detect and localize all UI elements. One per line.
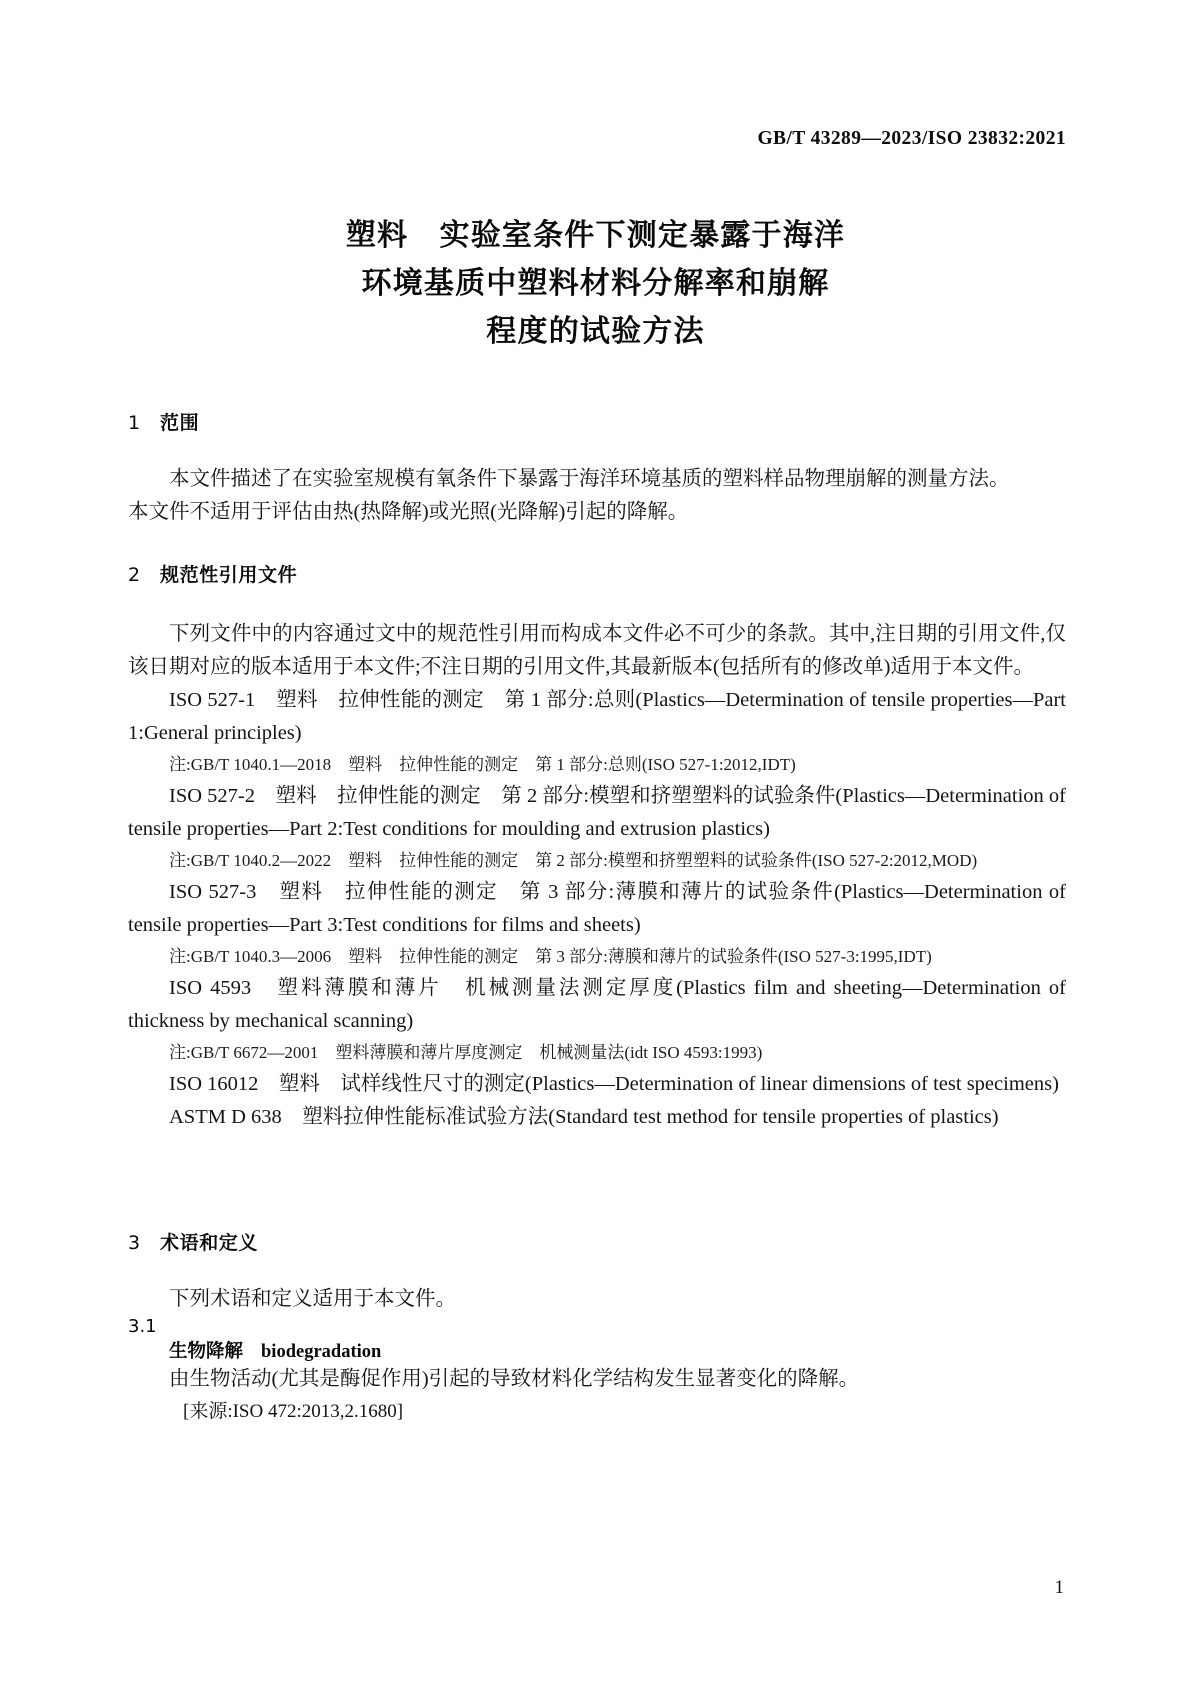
reference-entry: ISO 4593 塑料薄膜和薄片 机械测量法测定厚度(Plastics film and sheeting—Determination of thickness by mechanical scanning) xyxy=(128,977,1066,1032)
section-3-title: 术语和定义 xyxy=(160,1232,259,1254)
title-line-2: 环境基质中塑料材料分解率和崩解 xyxy=(361,266,830,301)
section-3-body xyxy=(128,1283,1066,1428)
running-header-standard-code: GB/T 43289—2023/ISO 23832:2021 xyxy=(757,128,1066,149)
term-number: 3.1 xyxy=(128,1316,157,1337)
title-line-3: 程度的试验方法 xyxy=(486,314,705,349)
scope-paragraph-2: 本文件不适用于评估由热(热降解)或光照(光降解)引起的降解。 xyxy=(128,501,689,523)
reference-note: 注:GB/T 1040.3—2006 塑料 拉伸性能的测定 第 3 部分:薄膜和薄片的试验条件(ISO 527-3:1995,IDT) xyxy=(169,947,932,966)
section-2-heading-block xyxy=(128,560,297,587)
section-1-title: 范围 xyxy=(160,412,200,434)
section-2-number: 2 xyxy=(128,564,141,586)
scope-paragraph-1: 本文件描述了在实验室规模有氧条件下暴露于海洋环境基质的塑料样品物理崩解的测量方法。 xyxy=(169,468,1010,490)
section-1-heading xyxy=(128,408,199,435)
reference-note: 注:GB/T 1040.1—2018 塑料 拉伸性能的测定 第 1 部分:总则(ISO 527-1:2012,IDT) xyxy=(169,755,796,774)
reference-entry: ASTM D 638 塑料拉伸性能标准试验方法(Standard test method for tensile properties of plastics) xyxy=(169,1106,999,1128)
section-3-heading xyxy=(128,1228,258,1255)
title-line-1: 塑料 实验室条件下测定暴露于海洋 xyxy=(345,218,846,253)
section-3-number: 3 xyxy=(128,1232,141,1254)
term-heading xyxy=(128,1337,1066,1363)
page-number: 1 xyxy=(1054,1577,1064,1598)
reference-entry: ISO 527-2 塑料 拉伸性能的测定 第 2 部分:模塑和挤塑塑料的试验条件(Plastics—Determination of tensile properties—Part 2:Test conditions for moulding and extrusion plastics) xyxy=(128,785,1066,840)
term-source: [来源:ISO 472:2013,2.1680] xyxy=(183,1401,404,1422)
reference-entry: ISO 527-1 塑料 拉伸性能的测定 第 1 部分:总则(Plastics—Determination of tensile properties—Part 1:General principles) xyxy=(128,689,1066,744)
section-2-heading xyxy=(128,560,297,587)
term-name-cn: 生物降解 xyxy=(169,1341,244,1362)
reference-note: 注:GB/T 6672—2001 塑料薄膜和薄片厚度测定 机械测量法(idt ISO 4593:1993) xyxy=(169,1043,763,1062)
reference-entry: ISO 16012 塑料 试样线性尺寸的测定(Plastics—Determination of linear dimensions of test specimens) xyxy=(169,1073,1059,1095)
reference-entry: ISO 527-3 塑料 拉伸性能的测定 第 3 部分:薄膜和薄片的试验条件(Plastics—Determination of tensile properties—Part 3:Test conditions for films and sheets) xyxy=(128,881,1066,936)
section-1-heading-block xyxy=(128,408,199,435)
section-1-number: 1 xyxy=(128,412,141,434)
section-3-heading-block xyxy=(128,1228,258,1255)
page-title xyxy=(0,212,1191,356)
reference-note: 注:GB/T 1040.2—2022 塑料 拉伸性能的测定 第 2 部分:模塑和挤塑塑料的试验条件(ISO 527-2:2012,MOD) xyxy=(169,851,978,870)
term-definition: 由生物活动(尤其是酶促作用)引起的导致材料化学结构发生显著变化的降解。 xyxy=(169,1368,860,1390)
term-name-en: biodegradation xyxy=(261,1342,382,1362)
section-2-body xyxy=(128,618,1066,1134)
normative-references-intro: 下列文件中的内容通过文中的规范性引用而构成本文件必不可少的条款。其中,注日期的引用文件,仅该日期对应的版本适用于本文件;不注日期的引用文件,其最新版本(包括所有的修改单)适用于本文件。 xyxy=(128,623,1066,678)
terms-intro: 下列术语和定义适用于本文件。 xyxy=(169,1288,456,1310)
section-2-title: 规范性引用文件 xyxy=(160,564,298,586)
section-1-body xyxy=(128,463,1066,529)
